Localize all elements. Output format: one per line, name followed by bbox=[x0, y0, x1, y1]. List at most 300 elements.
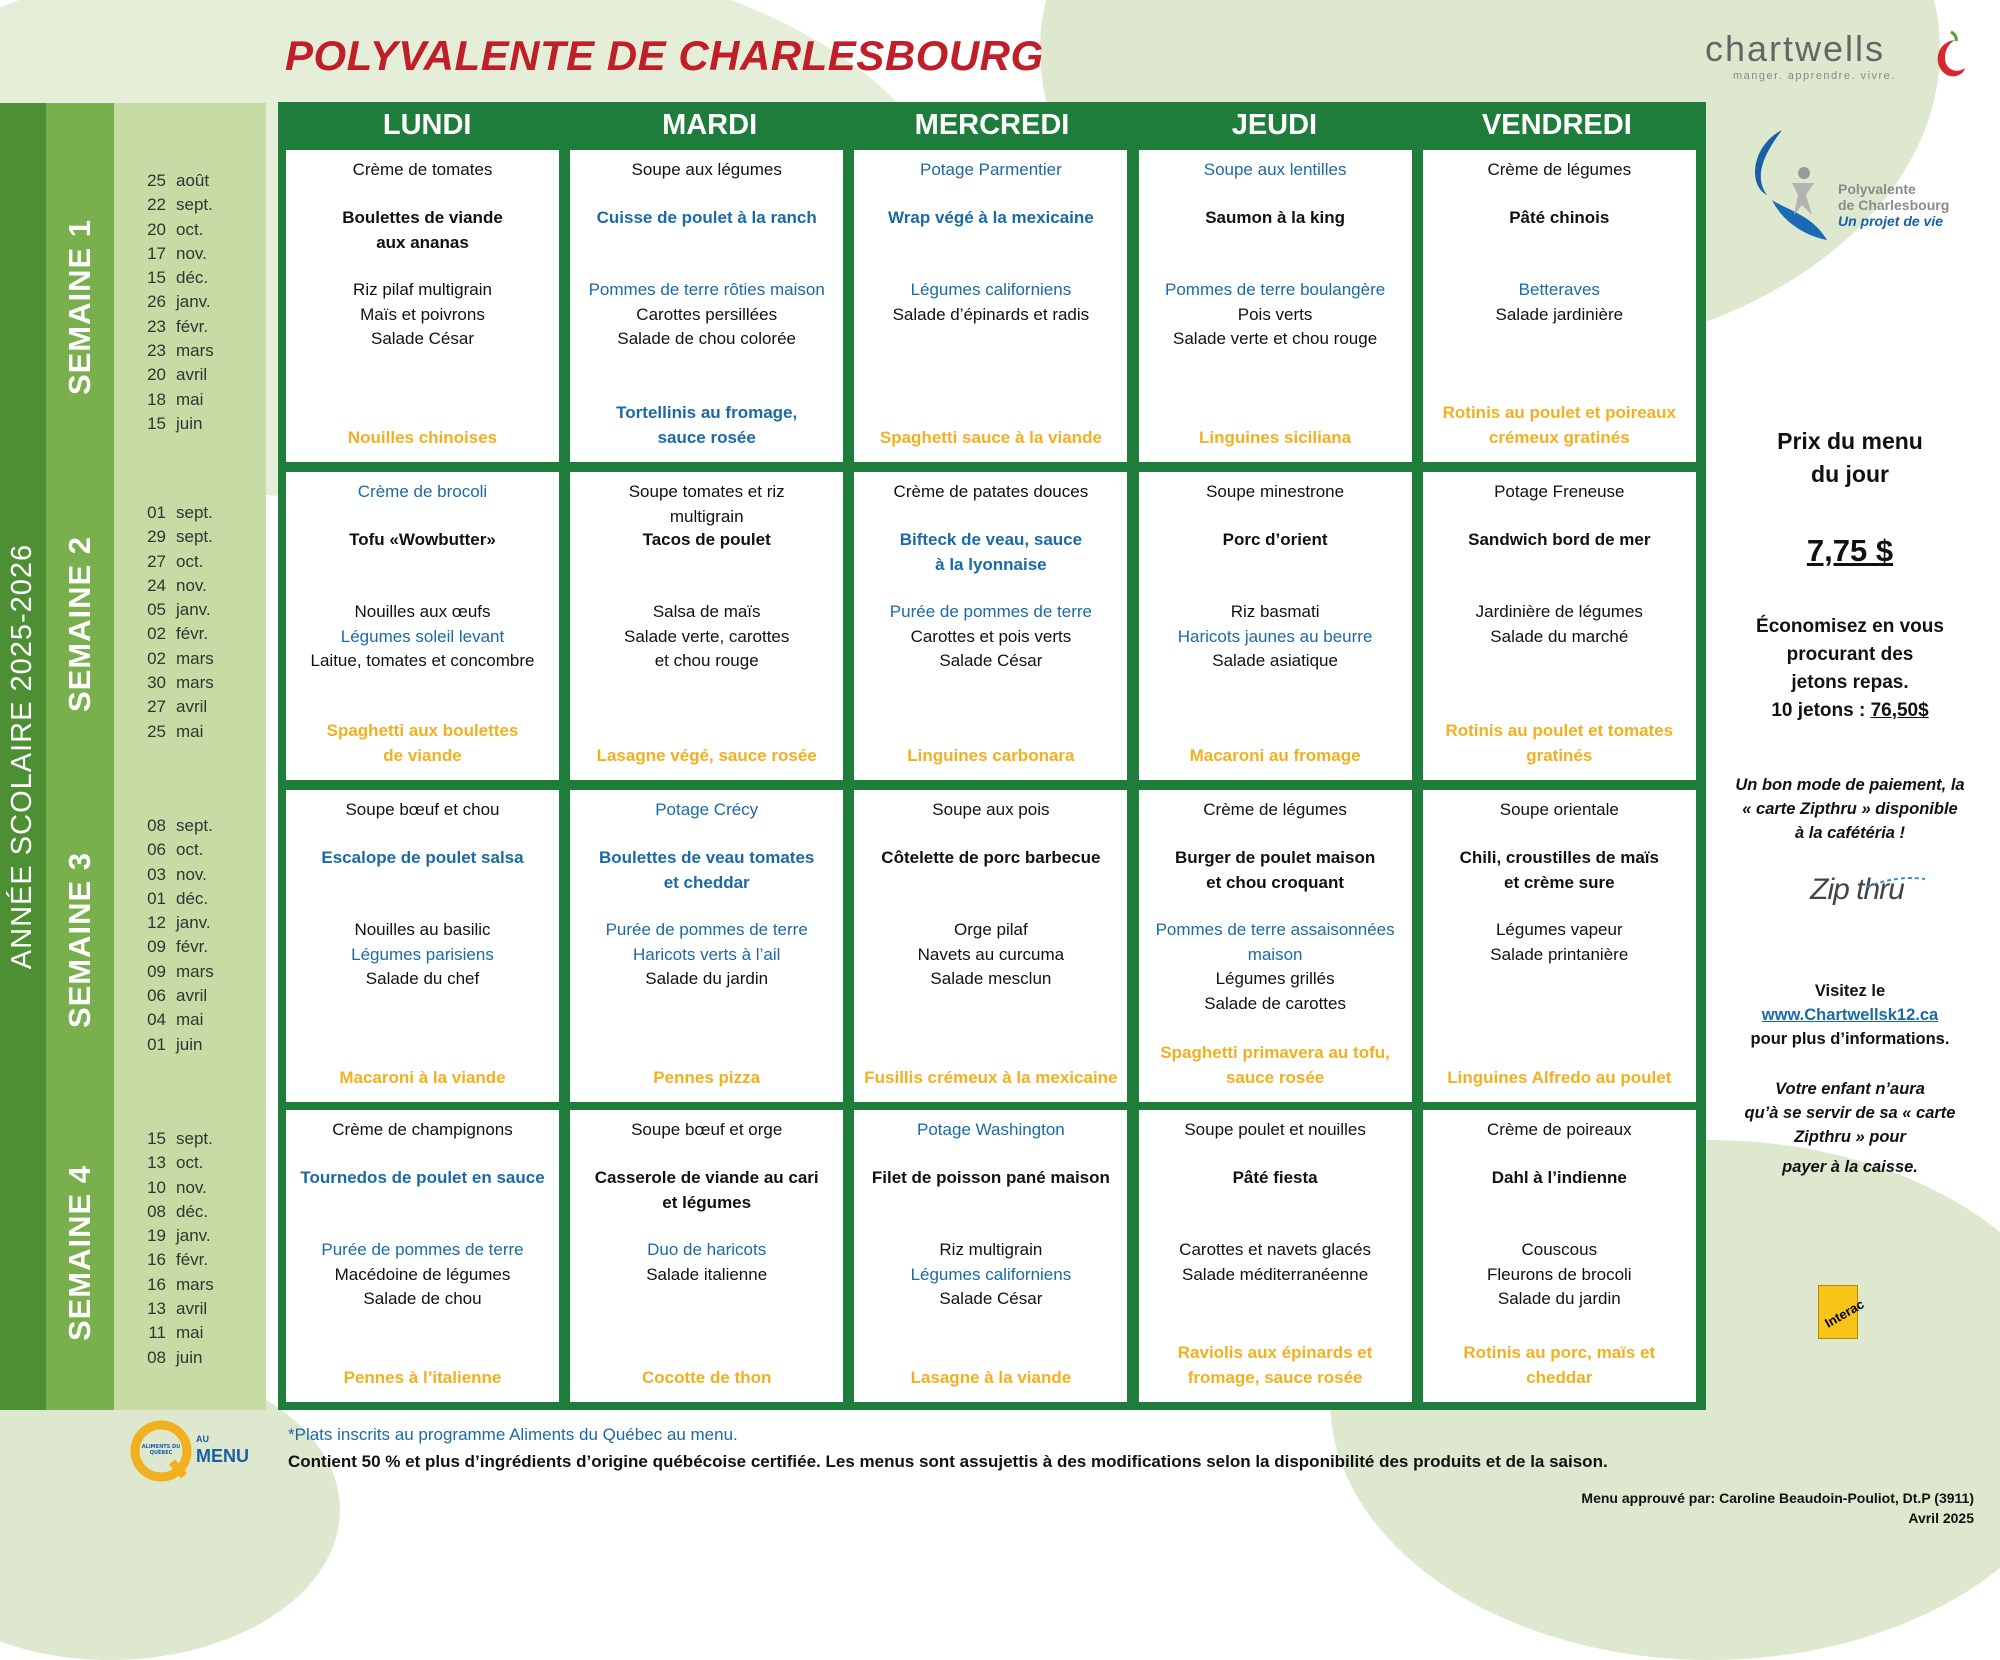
date-day: 03 bbox=[147, 864, 166, 884]
side-dish: Salade César bbox=[939, 1289, 1043, 1308]
visit-info: Visitez le www.Chartwellsk12.ca pour plus d’informations. bbox=[1750, 982, 1950, 1048]
date-row bbox=[132, 317, 252, 341]
date-row bbox=[132, 1202, 252, 1226]
alternate-dish: Fusillis crémeux à la mexicaine bbox=[864, 1067, 1118, 1087]
side-dish: Salsa de maïs bbox=[652, 602, 761, 621]
date-row bbox=[132, 220, 252, 244]
date-row bbox=[132, 1275, 252, 1299]
school-emblem-icon bbox=[1742, 125, 1832, 245]
date-row bbox=[132, 195, 252, 219]
date-day: 12 bbox=[147, 913, 166, 933]
aq-logo-line3: MENU bbox=[196, 1446, 249, 1466]
date-day: 16 bbox=[147, 1250, 166, 1270]
date-row bbox=[132, 292, 252, 316]
interac-logo: Interac bbox=[1818, 1285, 1858, 1339]
date-row bbox=[132, 527, 252, 551]
side-dish: Fleurons de brocoli bbox=[1487, 1264, 1632, 1284]
date-day: 25 bbox=[147, 171, 166, 190]
alternate-dish: fromage, sauce rosée bbox=[1187, 1367, 1363, 1387]
side-dish: Purée de pommes de terre bbox=[889, 602, 1092, 621]
side-dish: Salade de chou colorée bbox=[617, 329, 796, 348]
quebec-program-note: *Plats inscrits au programme Aliments du Québec au menu. bbox=[288, 1425, 738, 1444]
date-row bbox=[132, 171, 252, 195]
date-row bbox=[132, 1153, 252, 1177]
menu-grid bbox=[278, 102, 1706, 1410]
alternate-dish: gratinés bbox=[1526, 745, 1593, 765]
side-dish: maison bbox=[1247, 944, 1303, 964]
date-day: 06 bbox=[147, 840, 166, 860]
date-day: 22 bbox=[147, 195, 166, 215]
price-heading: Prix du menu du jour bbox=[1777, 428, 1923, 487]
soup-item: Soupe minestrone bbox=[1206, 482, 1345, 501]
date-day: 27 bbox=[147, 697, 166, 717]
side-dish: Légumes soleil levant bbox=[340, 626, 505, 646]
week-dates bbox=[132, 171, 252, 438]
alternate-dish: sauce rosée bbox=[657, 427, 756, 447]
date-month: mai bbox=[176, 1323, 204, 1343]
day-header: MARDI bbox=[662, 109, 758, 141]
soup-item: Soupe aux lentilles bbox=[1203, 160, 1347, 179]
side-dish: Purée de pommes de terre bbox=[321, 1240, 524, 1259]
side-dish: Légumes californiens bbox=[910, 1264, 1072, 1284]
alternate-dish: Linguines carbonara bbox=[907, 745, 1075, 765]
day-header-row bbox=[278, 102, 1706, 148]
alternate-dish: Nouilles chinoises bbox=[347, 427, 498, 447]
date-day: 29 bbox=[147, 527, 166, 547]
main-dish: Porc d’orient bbox=[1222, 530, 1328, 549]
date-month: sept. bbox=[176, 527, 213, 547]
aliments-quebec-logo bbox=[130, 1420, 260, 1482]
date-row bbox=[132, 268, 252, 292]
date-day: 23 bbox=[147, 316, 166, 336]
date-row bbox=[132, 244, 252, 268]
date-month: mai bbox=[176, 721, 204, 741]
date-row bbox=[132, 889, 252, 913]
week-label: SEMAINE 2 bbox=[62, 535, 98, 713]
main-dish: Burger de poulet maison bbox=[1174, 848, 1376, 867]
date-day: 24 bbox=[147, 575, 166, 595]
week-label: SEMAINE 3 bbox=[62, 851, 98, 1029]
date-month: nov. bbox=[176, 243, 207, 263]
date-month: déc. bbox=[176, 1201, 209, 1221]
main-dish: Tournedos de poulet en sauce bbox=[300, 1168, 545, 1187]
menu-cell bbox=[570, 150, 843, 462]
alternate-dish: sauce rosée bbox=[1225, 1067, 1325, 1087]
side-dish: Riz basmati bbox=[1230, 602, 1320, 621]
date-month: déc. bbox=[176, 268, 209, 288]
date-month: nov. bbox=[176, 864, 207, 884]
alternate-dish: de viande bbox=[383, 745, 462, 765]
alternate-dish: Raviolis aux épinards et bbox=[1177, 1343, 1373, 1362]
date-day: 15 bbox=[147, 413, 166, 433]
soup-item: Soupe bœuf et orge bbox=[631, 1120, 783, 1139]
brand-name: chartwells bbox=[1705, 28, 1886, 69]
date-row bbox=[132, 365, 252, 389]
date-day: 26 bbox=[147, 292, 166, 312]
side-dish: Purée de pommes de terre bbox=[605, 920, 808, 939]
date-month: août bbox=[176, 171, 210, 190]
side-dish: Haricots verts à l’ail bbox=[633, 944, 781, 964]
date-row bbox=[132, 1299, 252, 1323]
date-month: oct. bbox=[176, 551, 204, 571]
date-month: mars bbox=[176, 341, 214, 361]
soup-item: Crème de brocoli bbox=[357, 482, 488, 501]
side-dish: Riz multigrain bbox=[939, 1240, 1043, 1259]
side-dish: Nouilles au basilic bbox=[354, 920, 491, 939]
main-dish: Saumon à la king bbox=[1205, 208, 1345, 227]
side-dish: Carottes et navets glacés bbox=[1179, 1240, 1371, 1259]
date-month: févr. bbox=[176, 316, 209, 336]
alternate-dish: Cocotte de thon bbox=[641, 1367, 772, 1387]
date-row bbox=[132, 840, 252, 864]
side-dish: Nouilles aux œufs bbox=[354, 602, 491, 621]
date-month: juin bbox=[176, 1347, 203, 1367]
date-day: 13 bbox=[147, 1153, 166, 1173]
menu-cell bbox=[570, 472, 843, 780]
alternate-dish: Rotinis au porc, maïs et bbox=[1463, 1343, 1656, 1362]
date-month: mars bbox=[176, 673, 214, 693]
side-dish: Betteraves bbox=[1518, 280, 1600, 299]
menu-cell bbox=[1423, 1110, 1696, 1402]
menu-cell bbox=[570, 1110, 843, 1402]
date-row bbox=[132, 576, 252, 600]
side-dish: Salade César bbox=[370, 329, 474, 348]
day-header: VENDREDI bbox=[1481, 109, 1632, 141]
alternate-dish: Spaghetti primavera au tofu, bbox=[1160, 1043, 1390, 1062]
date-day: 15 bbox=[147, 1129, 166, 1148]
side-dish: Salade mesclun bbox=[930, 969, 1052, 988]
ingredients-note: Contient 50 % et plus d’ingrédients d’origine québécoise certifiée. Les menus sont assujettis à des modifications selon la disponibilité des produits et de la saison. bbox=[288, 1452, 1608, 1471]
side-dish: Orge pilaf bbox=[954, 920, 1028, 939]
alternate-dish: crémeux gratinés bbox=[1488, 427, 1630, 447]
soup-item: Potage Parmentier bbox=[920, 160, 1062, 179]
week-label: SEMAINE 1 bbox=[62, 218, 98, 396]
date-month: oct. bbox=[176, 840, 204, 860]
date-row bbox=[132, 1010, 252, 1034]
date-day: 19 bbox=[147, 1226, 166, 1246]
main-dish: Escalope de poulet salsa bbox=[321, 848, 524, 867]
side-dish: Carottes et pois verts bbox=[910, 626, 1072, 646]
date-row bbox=[132, 697, 252, 721]
menu-cell bbox=[286, 150, 559, 462]
main-dish: Sandwich bord de mer bbox=[1468, 530, 1651, 549]
main-dish: Boulettes de viande bbox=[342, 208, 503, 227]
side-dish: Salade italienne bbox=[646, 1264, 768, 1284]
menu-cell bbox=[286, 472, 559, 780]
main-dish: et cheddar bbox=[663, 872, 750, 892]
date-row bbox=[132, 341, 252, 365]
menu-cell bbox=[1139, 790, 1412, 1102]
soup-item: Soupe aux pois bbox=[932, 800, 1050, 819]
side-dish: Carottes persillées bbox=[636, 304, 778, 324]
approval-info: Menu approuvé par: Caroline Beaudoin-Pouliot, Dt.P (3911) Avril 2025 bbox=[1581, 1490, 1974, 1526]
main-dish: Côtelette de porc barbecue bbox=[881, 848, 1101, 867]
school-logo-line2: de Charlesbourg bbox=[1838, 197, 1950, 213]
alternate-dish: Macaroni au fromage bbox=[1189, 745, 1361, 765]
date-day: 20 bbox=[147, 365, 166, 385]
side-dish: Légumes grillés bbox=[1215, 969, 1335, 988]
date-month: mai bbox=[176, 389, 204, 409]
date-row bbox=[132, 649, 252, 673]
date-row bbox=[132, 1129, 252, 1153]
date-month: oct. bbox=[176, 1153, 204, 1173]
date-month: juin bbox=[176, 1034, 203, 1054]
alternate-dish: Lasagne végé, sauce rosée bbox=[596, 745, 817, 765]
menu-cell bbox=[854, 1110, 1127, 1402]
side-dish: Maïs et poivrons bbox=[360, 304, 485, 324]
menu-cell bbox=[854, 790, 1127, 1102]
date-day: 16 bbox=[147, 1274, 166, 1294]
alternate-dish: Linguines siciliana bbox=[1199, 427, 1352, 447]
date-day: 06 bbox=[147, 986, 166, 1006]
alternate-dish: Pennes à l’italienne bbox=[343, 1367, 502, 1387]
menu-cell bbox=[286, 1110, 559, 1402]
brand-tagline: manger. apprendre. vivre. bbox=[1733, 70, 1896, 82]
date-month: mars bbox=[176, 648, 214, 668]
alternate-dish: Spaghetti aux boulettes bbox=[326, 721, 519, 740]
date-row bbox=[132, 962, 252, 986]
main-dish: Filet de poisson pané maison bbox=[871, 1168, 1110, 1187]
week-dates bbox=[132, 816, 252, 1059]
date-month: janv. bbox=[176, 913, 211, 933]
week-label: SEMAINE 4 bbox=[62, 1164, 98, 1342]
main-dish: à la lyonnaise bbox=[935, 554, 1047, 574]
soup-item: Crème de poireaux bbox=[1487, 1120, 1632, 1139]
date-row bbox=[132, 1035, 252, 1059]
alternate-dish: Linguines Alfredo au poulet bbox=[1447, 1067, 1672, 1087]
page-title: POLYVALENTE DE CHARLESBOURG bbox=[285, 32, 1044, 79]
side-dish: Salade jardinière bbox=[1495, 304, 1624, 324]
school-logo-line1: Polyvalente bbox=[1838, 181, 1916, 197]
date-day: 02 bbox=[147, 624, 166, 644]
date-row bbox=[132, 913, 252, 937]
date-row bbox=[132, 1250, 252, 1274]
date-row bbox=[132, 1178, 252, 1202]
date-day: 20 bbox=[147, 219, 166, 239]
date-row bbox=[132, 552, 252, 576]
aq-logo-line1: ALIMENTS DU QUÉBEC bbox=[141, 1444, 181, 1456]
date-row bbox=[132, 390, 252, 414]
date-day: 08 bbox=[147, 816, 166, 835]
side-dish: et chou rouge bbox=[654, 651, 759, 670]
date-month: janv. bbox=[176, 292, 211, 312]
side-dish: Salade verte et chou rouge bbox=[1173, 329, 1378, 348]
side-dish: Salade César bbox=[939, 651, 1043, 670]
soup-item: Potage Washington bbox=[917, 1120, 1065, 1139]
soup-item: Soupe poulet et nouilles bbox=[1184, 1120, 1366, 1139]
main-dish: Boulettes de veau tomates bbox=[598, 848, 815, 867]
date-day: 18 bbox=[147, 389, 166, 409]
main-dish: Wrap végé à la mexicaine bbox=[888, 208, 1094, 227]
date-row bbox=[132, 1348, 252, 1372]
soup-item: Soupe orientale bbox=[1499, 800, 1619, 819]
side-dish: Pommes de terre assaisonnées bbox=[1155, 920, 1395, 939]
alternate-dish: Pennes pizza bbox=[653, 1067, 761, 1087]
menu-cell bbox=[854, 150, 1127, 462]
date-row bbox=[132, 600, 252, 624]
side-dish: Légumes vapeur bbox=[1495, 920, 1623, 939]
date-month: sept. bbox=[176, 1129, 213, 1148]
side-dish: Navets au curcuma bbox=[917, 944, 1065, 964]
side-dish: Légumes californiens bbox=[910, 280, 1072, 299]
date-day: 05 bbox=[147, 600, 166, 620]
date-day: 15 bbox=[147, 268, 166, 288]
date-month: janv. bbox=[176, 1226, 211, 1246]
date-day: 23 bbox=[147, 341, 166, 361]
side-dish: Salade asiatique bbox=[1212, 651, 1338, 670]
main-dish: Casserole de viande au cari bbox=[594, 1168, 819, 1187]
alternate-dish: Spaghetti sauce à la viande bbox=[879, 427, 1102, 447]
date-month: sept. bbox=[176, 503, 213, 522]
date-month: avril bbox=[176, 365, 208, 385]
side-dish: Duo de haricots bbox=[647, 1240, 767, 1259]
side-dish: Salade du chef bbox=[365, 969, 480, 988]
side-dish: Salade du jardin bbox=[1497, 1289, 1621, 1308]
date-month: févr. bbox=[176, 937, 209, 957]
alternate-dish: Lasagne à la viande bbox=[910, 1367, 1072, 1387]
side-dish: Jardinière de légumes bbox=[1475, 602, 1643, 621]
tokens-info: Économisez en vous procurant des jetons repas. 10 jetons : 76,50$ bbox=[1756, 616, 1944, 721]
date-day: 09 bbox=[147, 961, 166, 981]
date-month: avril bbox=[176, 986, 208, 1006]
side-dish: Pois verts bbox=[1237, 304, 1313, 324]
side-dish: Couscous bbox=[1521, 1240, 1598, 1259]
side-dish: Riz pilaf multigrain bbox=[353, 280, 492, 299]
soup-item: Crème de légumes bbox=[1487, 160, 1632, 179]
school-logo bbox=[1742, 125, 1962, 245]
menu-cell bbox=[1423, 790, 1696, 1102]
alternate-dish: cheddar bbox=[1526, 1367, 1593, 1387]
side-dish: Légumes parisiens bbox=[351, 944, 494, 964]
menu-cell bbox=[1139, 150, 1412, 462]
school-year-label bbox=[0, 103, 46, 1410]
soup-item: Crème de tomates bbox=[352, 160, 493, 179]
date-day: 09 bbox=[147, 937, 166, 957]
date-day: 11 bbox=[148, 1323, 166, 1343]
menu-cell bbox=[1423, 472, 1696, 780]
main-dish: Tacos de poulet bbox=[642, 530, 771, 549]
soup-item: Crème de patates douces bbox=[893, 482, 1089, 501]
side-dish: Haricots jaunes au beurre bbox=[1177, 626, 1373, 646]
day-header: LUNDI bbox=[382, 109, 472, 141]
side-dish: Salade méditerranéenne bbox=[1182, 1264, 1369, 1284]
tokens-price: 76,50$ bbox=[1870, 700, 1929, 721]
date-day: 02 bbox=[147, 648, 166, 668]
date-month: janv. bbox=[176, 600, 211, 620]
week-dates bbox=[132, 503, 252, 746]
side-dish: Salade verte, carottes bbox=[624, 626, 790, 646]
date-month: oct. bbox=[176, 219, 204, 239]
school-logo-line3: Un projet de vie bbox=[1838, 213, 1944, 229]
week-dates bbox=[132, 1129, 252, 1372]
soup-item: Crème de légumes bbox=[1203, 800, 1347, 819]
date-month: avril bbox=[176, 697, 208, 717]
main-dish: Chili, croustilles de maïs bbox=[1459, 848, 1659, 867]
date-row bbox=[132, 937, 252, 961]
date-row bbox=[132, 722, 252, 746]
date-row bbox=[132, 503, 252, 527]
date-month: févr. bbox=[176, 624, 209, 644]
main-dish: et crème sure bbox=[1504, 872, 1615, 892]
chartwells-logo bbox=[1705, 28, 1975, 88]
soup-item: Crème de champignons bbox=[332, 1120, 513, 1139]
date-month: déc. bbox=[176, 888, 209, 908]
date-row bbox=[132, 1226, 252, 1250]
main-dish: Bifteck de veau, sauce bbox=[899, 530, 1083, 549]
date-month: nov. bbox=[176, 575, 207, 595]
date-month: mars bbox=[176, 1274, 214, 1294]
menu-cell bbox=[570, 790, 843, 1102]
date-row bbox=[132, 986, 252, 1010]
date-month: mars bbox=[176, 961, 214, 981]
alternate-dish: Macaroni à la viande bbox=[339, 1067, 506, 1087]
aq-logo-line2: AU bbox=[196, 1434, 209, 1444]
child-info: Votre enfant n’aura qu’à se servir de sa « carte Zipthru » pour payer à la caisse. bbox=[1744, 1080, 1956, 1176]
school-year-text: ANNÉE SCOLAIRE 2025-2026 bbox=[6, 543, 39, 970]
menu-cell bbox=[1139, 472, 1412, 780]
side-dish: Salade du jardin bbox=[645, 969, 769, 988]
zipthru-info: Un bon mode de paiement, la « carte Zipthru » disponible à la cafétéria ! bbox=[1735, 776, 1965, 842]
date-row bbox=[132, 673, 252, 697]
date-day: 27 bbox=[147, 551, 166, 571]
day-header: MERCREDI bbox=[914, 109, 1070, 141]
menu-cell bbox=[854, 472, 1127, 780]
date-day: 30 bbox=[147, 673, 166, 693]
soup-item: Soupe aux légumes bbox=[631, 160, 782, 179]
soup-item: Potage Crécy bbox=[655, 800, 759, 819]
date-day: 25 bbox=[147, 721, 166, 741]
soup-item: Potage Freneuse bbox=[1494, 482, 1625, 501]
menu-cell bbox=[1423, 150, 1696, 462]
soup-item: Soupe bœuf et chou bbox=[345, 800, 500, 819]
side-dish: Laitue, tomates et concombre bbox=[310, 651, 535, 670]
date-month: nov. bbox=[176, 1177, 207, 1197]
zipthru-logo: Zip thru bbox=[1782, 873, 1932, 923]
date-day: 01 bbox=[147, 888, 166, 908]
alternate-dish: Rotinis au poulet et poireaux bbox=[1442, 403, 1676, 422]
zipthru-arrow-icon bbox=[1867, 875, 1927, 889]
date-month: sept. bbox=[176, 816, 213, 835]
main-dish: Pâté fiesta bbox=[1232, 1168, 1318, 1187]
date-month: févr. bbox=[176, 1250, 209, 1270]
soup-item: Soupe tomates et riz multigrain bbox=[628, 482, 785, 526]
main-dish: Tofu «Wowbutter» bbox=[349, 530, 496, 549]
alternate-dish: Tortellinis au fromage, bbox=[616, 403, 798, 422]
date-day: 13 bbox=[147, 1299, 166, 1319]
main-dish: Cuisse de poulet à la ranch bbox=[596, 208, 817, 227]
website-link[interactable]: www.Chartwellsk12.ca bbox=[1761, 1006, 1939, 1024]
date-day: 08 bbox=[147, 1201, 166, 1221]
date-day: 10 bbox=[147, 1177, 166, 1197]
date-day: 17 bbox=[147, 243, 166, 263]
date-day: 01 bbox=[147, 1034, 166, 1054]
date-month: juin bbox=[176, 413, 203, 433]
date-row bbox=[132, 1323, 252, 1347]
day-header: JEUDI bbox=[1231, 109, 1318, 141]
main-dish: aux ananas bbox=[376, 232, 469, 252]
side-dish: Salade d’épinards et radis bbox=[892, 304, 1090, 324]
side-dish: Salade printanière bbox=[1490, 944, 1629, 964]
menu-price: 7,75 $ bbox=[1806, 533, 1894, 568]
main-dish: Dahl à l’indienne bbox=[1491, 1168, 1627, 1187]
side-dish: Pommes de terre boulangère bbox=[1165, 280, 1386, 299]
date-day: 01 bbox=[147, 503, 166, 522]
menu-cell bbox=[1139, 1110, 1412, 1402]
date-month: avril bbox=[176, 1299, 208, 1319]
side-dish: Salade de carottes bbox=[1204, 993, 1346, 1013]
side-dish: Salade de chou bbox=[363, 1289, 482, 1308]
side-dish: Pommes de terre rôties maison bbox=[588, 280, 825, 299]
